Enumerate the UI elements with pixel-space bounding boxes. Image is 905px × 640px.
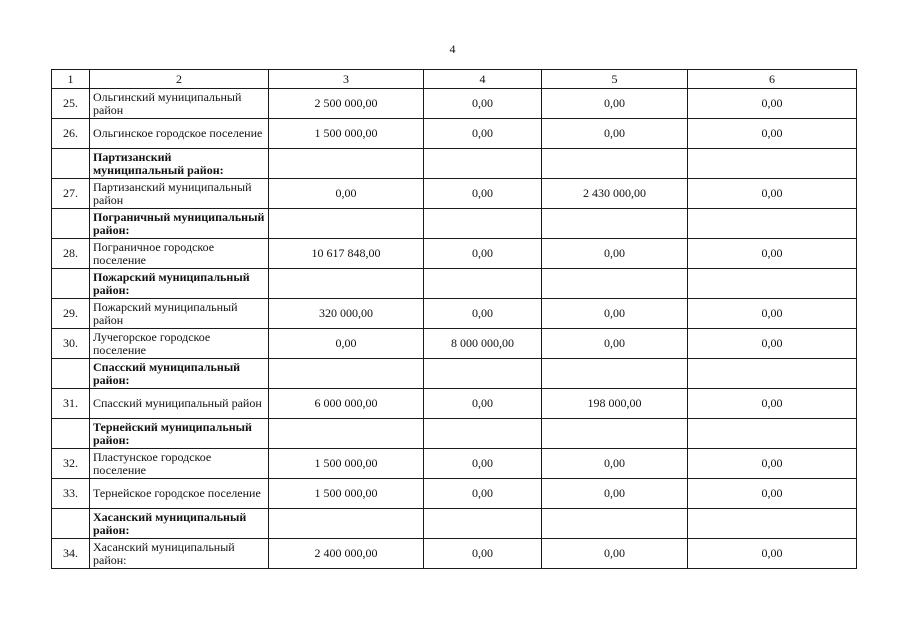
amount-cell-4 — [424, 509, 542, 539]
amount-cell-5 — [542, 269, 688, 299]
row-number-cell: 25. — [52, 89, 90, 119]
row-number-cell — [52, 509, 90, 539]
amount-cell-3: 2 500 000,00 — [269, 89, 424, 119]
amount-cell-6: 0,00 — [688, 89, 857, 119]
municipality-name-cell: Лучегорское городское поселение — [90, 329, 269, 359]
amount-cell-6 — [688, 209, 857, 239]
amount-cell-6: 0,00 — [688, 119, 857, 149]
amount-cell-6: 0,00 — [688, 239, 857, 269]
amount-cell-6: 0,00 — [688, 539, 857, 569]
amount-cell-3: 10 617 848,00 — [269, 239, 424, 269]
amount-cell-6: 0,00 — [688, 389, 857, 419]
amount-cell-4: 0,00 — [424, 89, 542, 119]
amount-cell-3: 320 000,00 — [269, 299, 424, 329]
municipality-name-cell: Партизанский муниципальный район — [90, 179, 269, 209]
group-name-cell: Тернейский муниципальный район: — [90, 419, 269, 449]
amount-cell-5: 0,00 — [542, 329, 688, 359]
amount-cell-4: 0,00 — [424, 239, 542, 269]
amount-cell-3: 1 500 000,00 — [269, 119, 424, 149]
amount-cell-4 — [424, 269, 542, 299]
amount-cell-5: 0,00 — [542, 449, 688, 479]
row-number-cell: 26. — [52, 119, 90, 149]
amount-cell-3: 1 500 000,00 — [269, 479, 424, 509]
amount-cell-5 — [542, 209, 688, 239]
header-cell-3: 3 — [269, 70, 424, 89]
header-cell-1: 1 — [52, 70, 90, 89]
amount-cell-4 — [424, 419, 542, 449]
amount-cell-5: 0,00 — [542, 299, 688, 329]
group-name-cell: Спасский муниципальный район: — [90, 359, 269, 389]
amount-cell-4: 0,00 — [424, 389, 542, 419]
amount-cell-3: 0,00 — [269, 179, 424, 209]
amount-cell-3 — [269, 149, 424, 179]
row-number-cell — [52, 359, 90, 389]
table-row — [52, 239, 857, 269]
amount-cell-5: 0,00 — [542, 89, 688, 119]
amount-cell-3 — [269, 269, 424, 299]
municipality-name-cell: Хасанский муниципальный район: — [90, 539, 269, 569]
amount-cell-4 — [424, 209, 542, 239]
amount-cell-6 — [688, 359, 857, 389]
row-number-cell — [52, 209, 90, 239]
header-row — [52, 70, 857, 89]
group-heading-row — [52, 149, 857, 179]
amount-cell-6: 0,00 — [688, 179, 857, 209]
row-number-cell — [52, 149, 90, 179]
municipality-name-cell: Спасский муниципальный район — [90, 389, 269, 419]
amount-cell-4 — [424, 359, 542, 389]
amount-cell-5 — [542, 419, 688, 449]
group-heading-row — [52, 509, 857, 539]
header-cell-6: 6 — [688, 70, 857, 89]
amount-cell-5: 0,00 — [542, 539, 688, 569]
municipality-name-cell: Ольгинский муниципальный район — [90, 89, 269, 119]
table-row — [52, 89, 857, 119]
group-name-cell: Пожарский муниципальный район: — [90, 269, 269, 299]
amount-cell-5 — [542, 359, 688, 389]
amount-cell-3: 1 500 000,00 — [269, 449, 424, 479]
amount-cell-6 — [688, 419, 857, 449]
amount-cell-3: 6 000 000,00 — [269, 389, 424, 419]
amount-cell-3: 0,00 — [269, 329, 424, 359]
amount-cell-6: 0,00 — [688, 449, 857, 479]
table-row — [52, 119, 857, 149]
amount-cell-4: 0,00 — [424, 539, 542, 569]
header-cell-4: 4 — [424, 70, 542, 89]
group-heading-row — [52, 209, 857, 239]
amount-cell-3 — [269, 419, 424, 449]
amount-cell-5: 198 000,00 — [542, 389, 688, 419]
table-row — [52, 539, 857, 569]
row-number-cell: 30. — [52, 329, 90, 359]
table-row — [52, 479, 857, 509]
amount-cell-6: 0,00 — [688, 329, 857, 359]
amount-cell-5 — [542, 509, 688, 539]
row-number-cell: 27. — [52, 179, 90, 209]
amount-cell-6: 0,00 — [688, 299, 857, 329]
amount-cell-3 — [269, 509, 424, 539]
amount-cell-5: 0,00 — [542, 239, 688, 269]
row-number-cell: 33. — [52, 479, 90, 509]
table-row — [52, 389, 857, 419]
row-number-cell — [52, 419, 90, 449]
group-heading-row — [52, 269, 857, 299]
amount-cell-5: 0,00 — [542, 479, 688, 509]
amount-cell-3: 2 400 000,00 — [269, 539, 424, 569]
amount-cell-3 — [269, 209, 424, 239]
municipality-name-cell: Тернейское городское поселение — [90, 479, 269, 509]
amount-cell-6 — [688, 509, 857, 539]
row-number-cell: 34. — [52, 539, 90, 569]
amount-cell-5: 2 430 000,00 — [542, 179, 688, 209]
page-number: 4 — [449, 42, 456, 56]
amount-cell-6 — [688, 149, 857, 179]
amount-cell-4 — [424, 149, 542, 179]
group-name-cell: Пограничный муниципальный район: — [90, 209, 269, 239]
amount-cell-6 — [688, 269, 857, 299]
table-row — [52, 299, 857, 329]
municipality-name-cell: Ольгинское городское поселение — [90, 119, 269, 149]
table-row — [52, 329, 857, 359]
group-name-cell: Хасанский муниципальный район: — [90, 509, 269, 539]
amount-cell-4: 0,00 — [424, 119, 542, 149]
amount-cell-5 — [542, 149, 688, 179]
group-heading-row — [52, 419, 857, 449]
municipality-name-cell: Пограничное городское поселение — [90, 239, 269, 269]
municipality-name-cell: Пластунское городское поселение — [90, 449, 269, 479]
amount-cell-4: 0,00 — [424, 479, 542, 509]
municipality-name-cell: Пожарский муниципальный район — [90, 299, 269, 329]
row-number-cell: 31. — [52, 389, 90, 419]
row-number-cell: 32. — [52, 449, 90, 479]
row-number-cell — [52, 269, 90, 299]
group-heading-row — [52, 359, 857, 389]
table-row — [52, 449, 857, 479]
budget-table — [51, 69, 857, 569]
amount-cell-4: 8 000 000,00 — [424, 329, 542, 359]
amount-cell-4: 0,00 — [424, 449, 542, 479]
amount-cell-5: 0,00 — [542, 119, 688, 149]
amount-cell-6: 0,00 — [688, 479, 857, 509]
row-number-cell: 28. — [52, 239, 90, 269]
amount-cell-4: 0,00 — [424, 299, 542, 329]
table-body — [52, 70, 857, 569]
header-cell-5: 5 — [542, 70, 688, 89]
table-row — [52, 179, 857, 209]
group-name-cell: Партизанский муниципальный район: — [90, 149, 269, 179]
header-cell-2: 2 — [90, 70, 269, 89]
amount-cell-3 — [269, 359, 424, 389]
row-number-cell: 29. — [52, 299, 90, 329]
amount-cell-4: 0,00 — [424, 179, 542, 209]
